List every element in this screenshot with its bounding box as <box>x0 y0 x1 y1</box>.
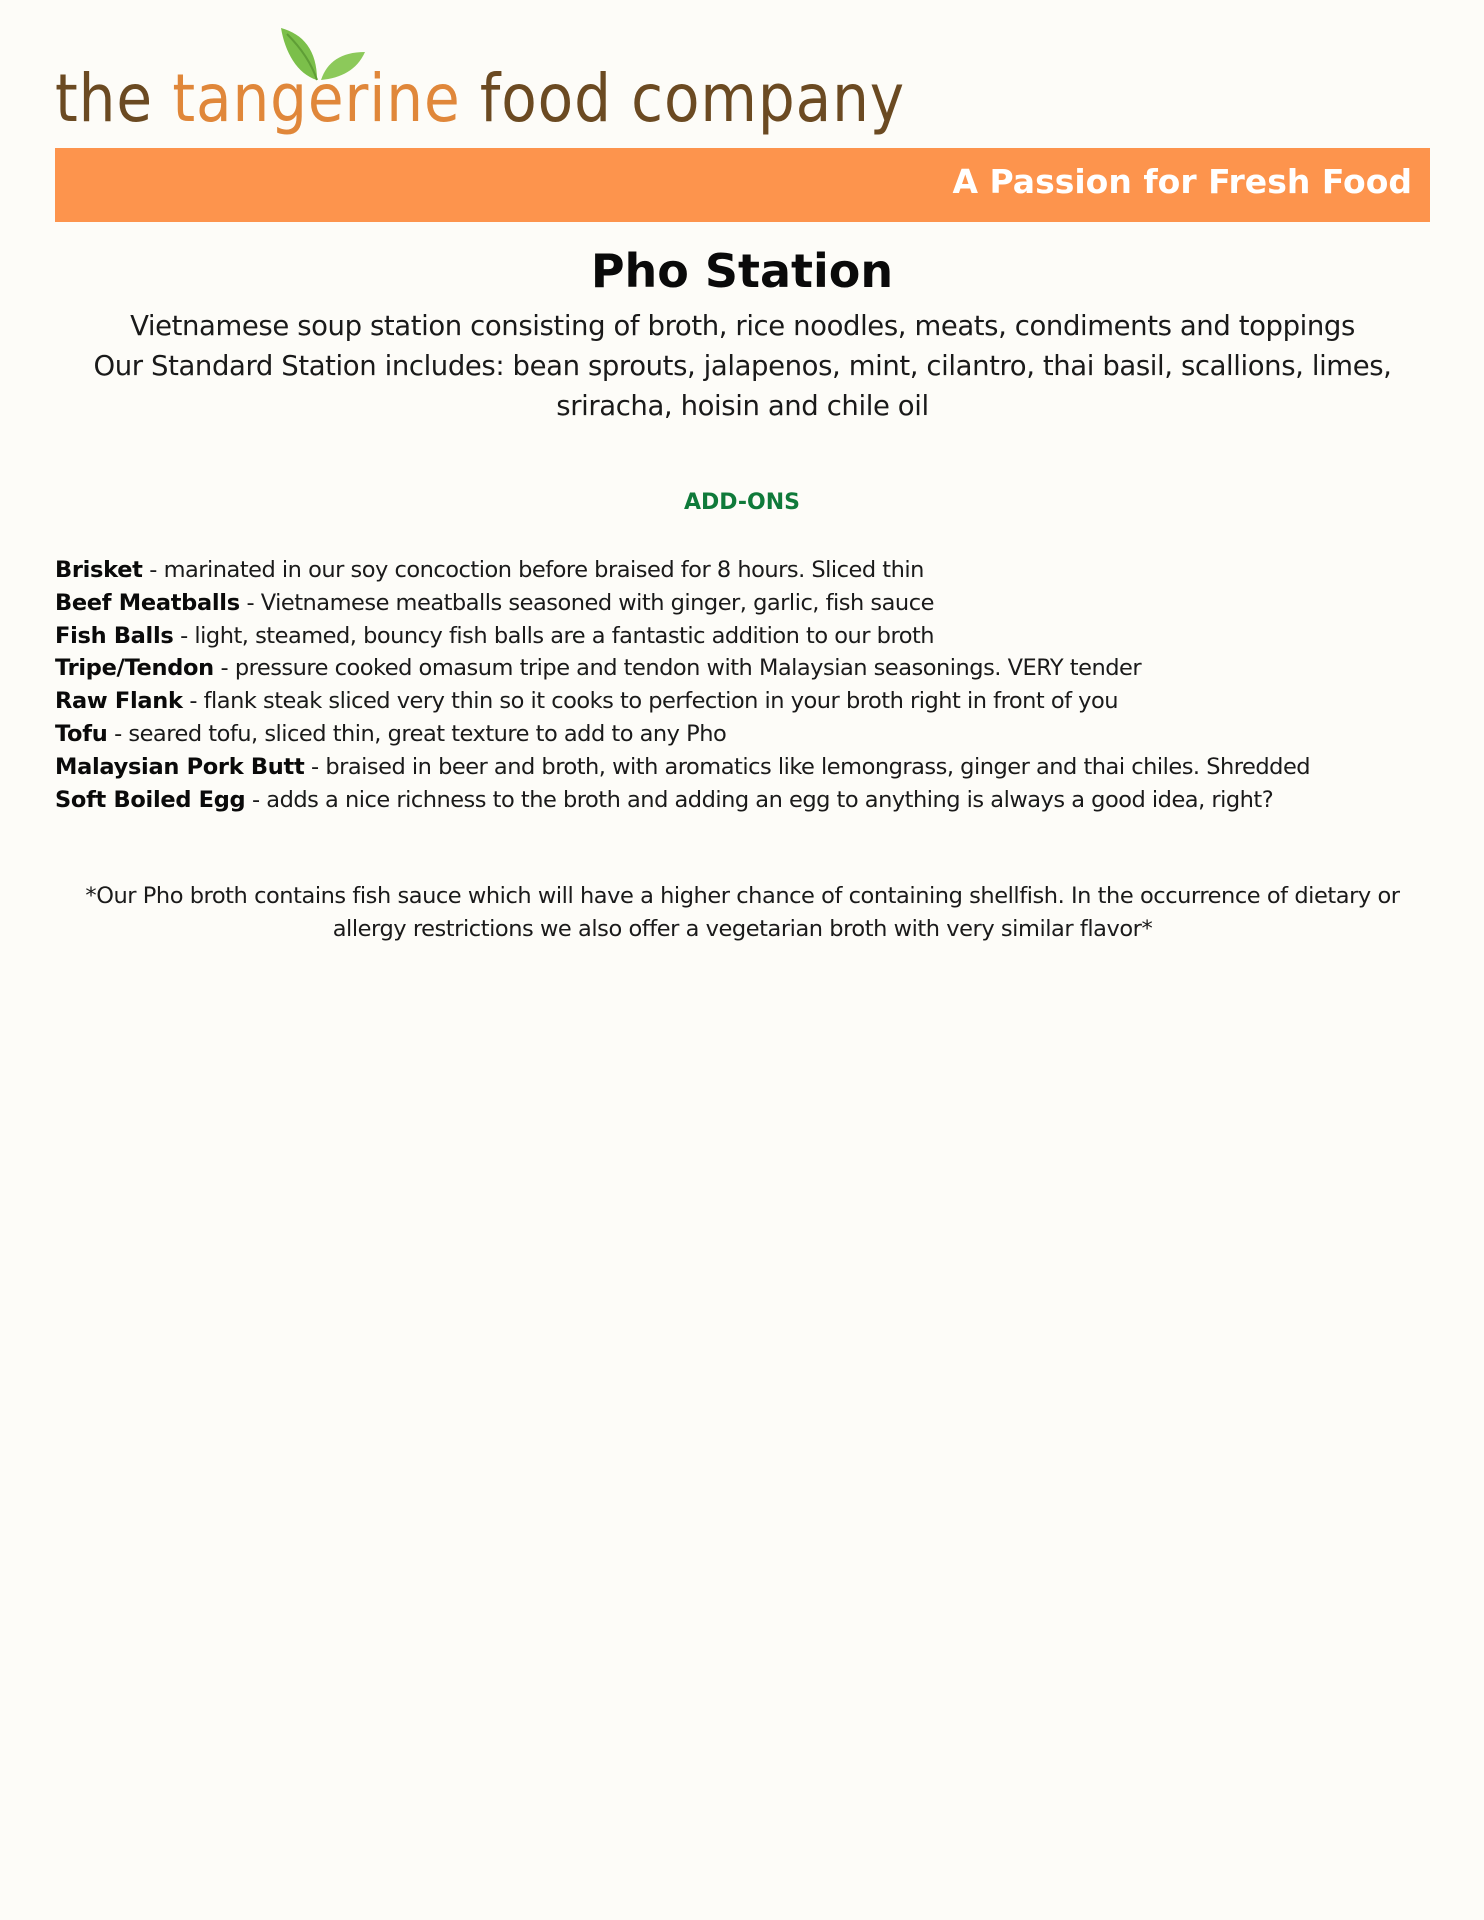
addon-description: - flank steak sliced very thin so it cooks to perfection in your broth right in front of you <box>182 688 1119 715</box>
addon-item-soft-boiled-egg <box>55 784 1435 817</box>
logo-word-the: the <box>55 60 153 137</box>
logo-wordmark <box>55 60 905 137</box>
addon-item-tofu <box>55 718 1435 751</box>
addon-name: Tripe/Tendon <box>55 655 214 682</box>
addon-description: - light, steamed, bouncy fish balls are a fantastic addition to our broth <box>173 622 935 649</box>
addon-item-fish-balls <box>55 620 1435 653</box>
addon-name: Beef Meatballs <box>55 589 240 616</box>
addons-list <box>55 554 1435 816</box>
logo-word-tangerine: tangerine <box>172 60 461 137</box>
addon-name: Soft Boiled Egg <box>55 786 246 813</box>
addon-item-tripe-tendon <box>55 652 1435 685</box>
intro-description: Vietnamese soup station consisting of broth, rice noodles, meats, condiments and toppings <box>130 310 1355 342</box>
addon-description: - seared tofu, sliced thin, great texture to add to any Pho <box>107 720 727 747</box>
addon-item-brisket <box>55 554 1435 587</box>
addon-description: - adds a nice richness to the broth and adding an egg to anything is always a good idea, right? <box>245 786 1274 813</box>
addon-description: - braised in beer and broth, with aromatics like lemongrass, ginger and thai chiles. Shredded <box>304 753 1311 780</box>
tagline-banner <box>55 148 1430 222</box>
allergy-note: *Our Pho broth contains fish sauce which will have a higher chance of containing shellfish. In the occurrence of dietary or allergy restrictions we also offer a vegetarian broth with very similar flavor* <box>85 883 1400 942</box>
addon-item-malaysian-pork-butt <box>55 751 1435 784</box>
addon-name: Tofu <box>55 720 108 747</box>
addon-description: - Vietnamese meatballs seasoned with ginger, garlic, fish sauce <box>239 589 934 616</box>
addon-name: Raw Flank <box>55 688 183 715</box>
addon-name: Fish Balls <box>55 622 174 649</box>
banner-tagline: A Passion for Fresh Food <box>952 162 1412 201</box>
company-logo <box>55 22 906 147</box>
addon-name: Malaysian Pork Butt <box>55 753 305 780</box>
addons-heading: ADD-ONS <box>683 490 801 515</box>
addon-description: - marinated in our soy concoction before braised for 8 hours. Sliced thin <box>142 557 924 583</box>
logo-word-food-company: food company <box>479 60 906 137</box>
intro-standard-station: Our Standard Station includes: bean sprouts, jalapenos, mint, cilantro, thai basil, scallions, limes, sriracha, hoisin and chile oil <box>93 350 1392 422</box>
station-intro <box>55 306 1430 426</box>
addon-description: - pressure cooked omasum tripe and tendon with Malaysian seasonings. VERY tender <box>213 655 1142 682</box>
page-title: Pho Station <box>590 244 894 298</box>
addon-item-raw-flank <box>55 685 1435 718</box>
addon-name: Brisket <box>55 557 143 583</box>
addon-item-beef-meatballs <box>55 587 1435 620</box>
